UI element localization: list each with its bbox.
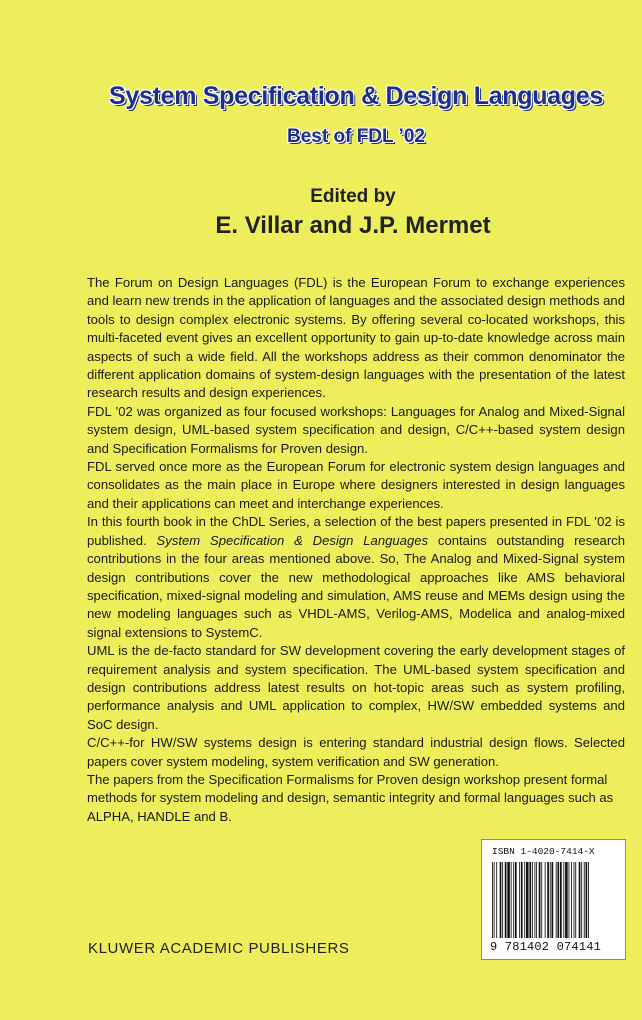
book-title-italic: System Specification & Design Languages	[156, 532, 429, 548]
paragraph-book-rest: contains outstanding research contributions in the four areas mentioned above. So, The Analog and Mixed-Signal system design contributions cover the new methodological approaches like AMS behavioral specification, mixed-signal modeling and simulation, AMS reuse and MEMs design using the new modeling languages such as VHDL-AMS, Verilog-AMS, Modelica and analog-mixed signal extensions to SystemC.	[87, 532, 626, 640]
paragraph-uml: UML is the de-facto standard for SW development covering the early development stages of requirement analysis and system specification. The UML-based system specification and design contributions address latest results on hot-topic areas such as system profiling, performance analysis and UML application to complex, HW/SW embedded systems and SoC design.	[87, 643, 625, 732]
book-subtitle: Best of FDL ’02	[287, 126, 425, 147]
barcode-number: 9 781402 074141	[490, 940, 602, 954]
paragraph-intro: The Forum on Design Languages (FDL) is the European Forum to exchange experiences and learn new trends in the application of languages and the associated design methods and tools to design complex electronic systems. By offering several co-located workshops, this multi-faceted event gives an excellent opportunity to gain up-to-date knowledge across main aspects of such a wide field. All the workshops address as their common denominator the different application domains of system-design languages with the presentation of the latest research results and design experiences.	[87, 275, 625, 401]
paragraph-workshops: FDL ’02 was organized as four focused workshops: Languages for Analog and Mixed-Signal system design, UML-based system specification and design, C/C++-based system design and Specification Formalisms for Proven design.	[87, 403, 625, 456]
editors-names: E. Villar and J.P. Mermet	[215, 212, 491, 239]
isbn-text: ISBN 1-4020-7414-X	[492, 846, 595, 857]
paragraph-book-start: In this fourth book in the ChDL Series, a selection of the best papers presented in FDL ’02 is published.	[87, 514, 625, 548]
book-title: System Specification & Design Languages	[109, 82, 603, 110]
paragraph-formalisms: The papers from the Specification Formalisms for Proven design workshop present formal methods for system modeling and design, semantic integrity and formal languages such as ALPHA, HANDLE and B.	[87, 771, 614, 824]
paragraph-book	[87, 513, 625, 642]
barcode-icon	[492, 862, 617, 938]
barcode-box	[481, 839, 626, 960]
paragraph-forum: FDL served once more as the European Forum for electronic system design languages and consolidates as the main place in Europe where designers interested in design languages and their applications can meet and interchange experiences.	[87, 459, 625, 511]
publisher-name: KLUWER ACADEMIC PUBLISHERS	[88, 940, 350, 957]
edited-by-label: Edited by	[310, 186, 396, 207]
blurb-text	[87, 274, 625, 826]
paragraph-cpp: C/C++-for HW/SW systems design is entering standard industrial design flows. Selected papers cover system modeling, system verification and SW generation.	[87, 735, 625, 769]
